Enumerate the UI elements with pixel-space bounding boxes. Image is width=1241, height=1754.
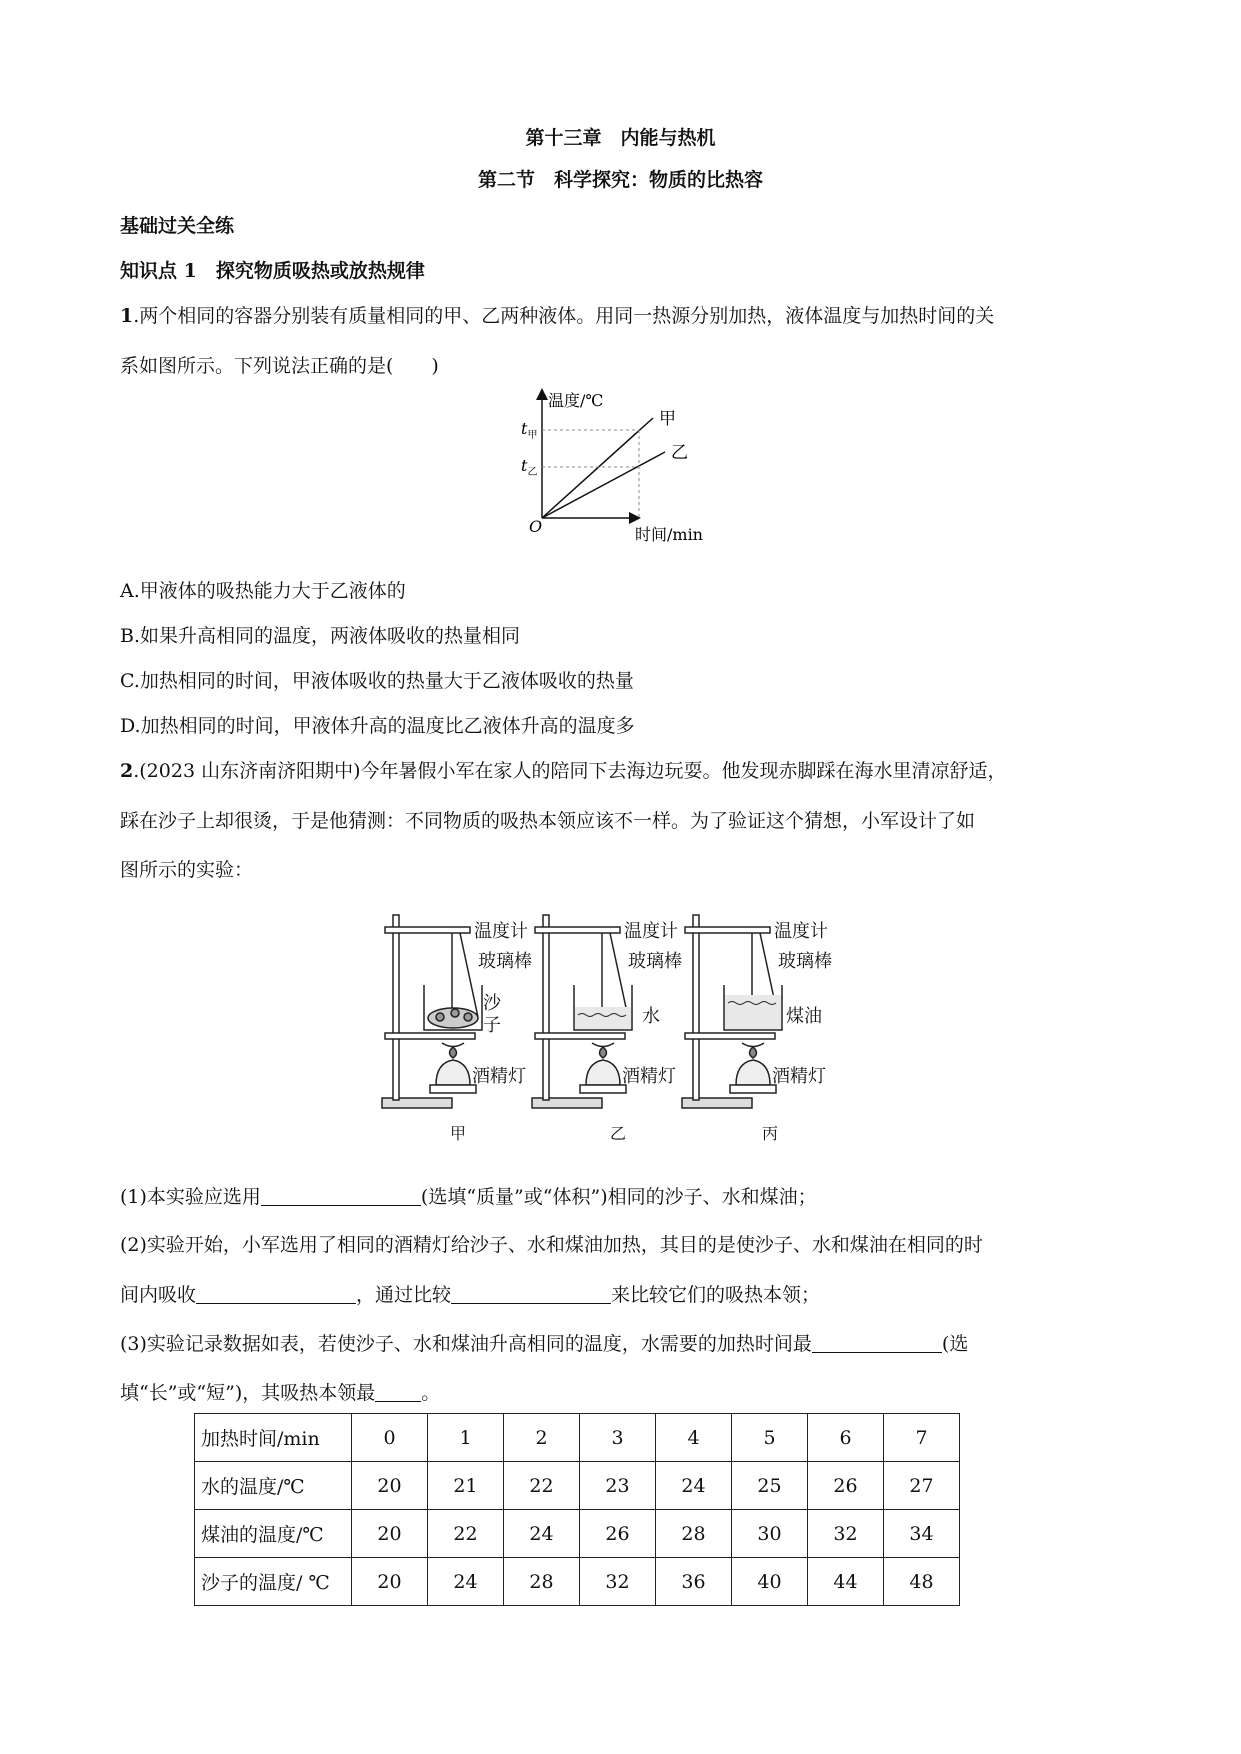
y-axis-label: 温度/℃ <box>548 391 604 410</box>
q1-option-c: C.加热相同的时间，甲液体吸收的热量大于乙液体吸收的热量 <box>120 670 634 692</box>
table-row <box>195 1558 960 1606</box>
table-cell: 48 <box>884 1558 960 1606</box>
q2-part3-line1: (3)实验记录数据如表，若使沙子、水和煤油升高相同的温度，水需要的加热时间最 (选 <box>120 1333 969 1355</box>
yi-water-label: 水 <box>642 1006 660 1027</box>
table-cell: 28 <box>656 1510 732 1558</box>
table-cell: 30 <box>732 1510 808 1558</box>
chapter-title: 第十三章 内能与热机 <box>525 127 716 149</box>
temperature-data-table <box>194 1413 960 1606</box>
q2-part2-line1: (2)实验开始，小军选用了相同的酒精灯给沙子、水和煤油加热，其目的是使沙子、水和煤油在相同的时 <box>120 1234 983 1256</box>
table-cell: 7 <box>884 1414 960 1462</box>
answer-blank-3[interactable] <box>451 1285 611 1304</box>
q2-stem-text: .(2023 山东济南济阳期中)今年暑假小军在家人的陪同下去海边玩耍。他发现赤脚踩在海水里清凉舒适， <box>133 760 1007 782</box>
jia-lamp-label: 酒精灯 <box>472 1066 526 1087</box>
q1-stem-line1 <box>120 307 994 326</box>
table-cell: 26 <box>808 1462 884 1510</box>
table-cell: 32 <box>580 1558 656 1606</box>
setup-yi <box>532 915 632 1108</box>
caption-yi: 乙 <box>610 1124 627 1143</box>
yi-thermometer-label: 温度计 <box>624 921 678 942</box>
jia-sand-label-2: 子 <box>483 1015 501 1036</box>
x-axis-label: 时间/min <box>635 525 703 544</box>
table-cell: 20 <box>352 1510 428 1558</box>
row-label: 加热时间/min <box>195 1414 352 1462</box>
table-cell: 28 <box>504 1558 580 1606</box>
q2-part2-line2: 间内吸收 ，通过比较 来比较它们的吸热本领； <box>120 1284 821 1306</box>
q2-part3-line2: 填“长”或“短”)，其吸热本领最 。 <box>120 1382 441 1404</box>
line-jia-label: 甲 <box>659 409 676 429</box>
table-row <box>195 1462 960 1510</box>
table-cell: 26 <box>580 1510 656 1558</box>
origin-label: O <box>529 517 543 536</box>
table-cell: 4 <box>656 1414 732 1462</box>
q2-part1: (1)本实验应选用 (选填“质量”或“体积”)相同的沙子、水和煤油； <box>120 1186 817 1208</box>
jia-glass-rod-label: 玻璃棒 <box>478 951 532 972</box>
caption-jia: 甲 <box>450 1124 467 1143</box>
q2-stem-line1 <box>120 762 1007 781</box>
experiment-apparatus-figure <box>380 895 860 1150</box>
table-cell: 22 <box>428 1510 504 1558</box>
setup-jia <box>382 915 482 1108</box>
table-cell: 25 <box>732 1462 808 1510</box>
answer-blank-1[interactable] <box>261 1187 421 1206</box>
jia-sand-label-1: 沙 <box>483 993 501 1014</box>
row-label: 煤油的温度/℃ <box>195 1510 352 1558</box>
bing-thermometer-label: 温度计 <box>774 921 828 942</box>
row-label: 水的温度/℃ <box>195 1462 352 1510</box>
q1-option-a: A.甲液体的吸热能力大于乙液体的 <box>120 580 406 602</box>
q2-number: 2 <box>120 760 134 782</box>
answer-blank-2[interactable] <box>196 1285 356 1304</box>
table-cell: 24 <box>428 1558 504 1606</box>
answer-blank-5[interactable] <box>375 1383 421 1402</box>
table-cell: 23 <box>580 1462 656 1510</box>
q1-stem-line2: 系如图所示。下列说法正确的是( ) <box>120 355 439 377</box>
setup-bing <box>682 915 782 1108</box>
table-cell: 44 <box>808 1558 884 1606</box>
t-jia-label: $t_甲$ <box>521 419 538 441</box>
table-cell: 6 <box>808 1414 884 1462</box>
table-row <box>195 1414 960 1462</box>
practice-heading: 基础过关全练 <box>120 215 235 237</box>
table-cell: 5 <box>732 1414 808 1462</box>
q2-stem-line3: 图所示的实验： <box>120 859 254 881</box>
bing-kerosene-label: 煤油 <box>786 1006 822 1027</box>
table-cell: 1 <box>428 1414 504 1462</box>
line-yi-label: 乙 <box>671 443 688 463</box>
table-cell: 3 <box>580 1414 656 1462</box>
table-cell: 34 <box>884 1510 960 1558</box>
q1-temperature-time-graph <box>515 388 730 548</box>
answer-blank-4[interactable] <box>812 1334 942 1353</box>
table-cell: 20 <box>352 1558 428 1606</box>
table-cell: 20 <box>352 1462 428 1510</box>
q2-stem-line2: 踩在沙子上却很烫，于是他猜测：不同物质的吸热本领应该不一样。为了验证这个猜想，小军设计了如 <box>120 810 976 832</box>
caption-bing: 丙 <box>762 1124 779 1143</box>
section-title: 第二节 科学探究：物质的比热容 <box>477 169 763 191</box>
table-cell: 0 <box>352 1414 428 1462</box>
knowledge-point-heading: 知识点 1 探究物质吸热或放热规律 <box>120 260 425 282</box>
table-cell: 22 <box>504 1462 580 1510</box>
yi-glass-rod-label: 玻璃棒 <box>628 951 682 972</box>
table-cell: 24 <box>656 1462 732 1510</box>
bing-lamp-label: 酒精灯 <box>772 1066 826 1087</box>
table-cell: 2 <box>504 1414 580 1462</box>
table-cell: 27 <box>884 1462 960 1510</box>
yi-lamp-label: 酒精灯 <box>622 1066 676 1087</box>
t-yi-label: $t_乙$ <box>521 456 538 478</box>
q1-option-b: B.如果升高相同的温度，两液体吸收的热量相同 <box>120 625 521 647</box>
table-row <box>195 1510 960 1558</box>
table-cell: 24 <box>504 1510 580 1558</box>
table-cell: 36 <box>656 1558 732 1606</box>
q1-number: 1 <box>120 305 134 327</box>
row-label: 沙子的温度/ ℃ <box>195 1558 352 1606</box>
q1-stem-text: .两个相同的容器分别装有质量相同的甲、乙两种液体。用同一热源分别加热，液体温度与加热时间的关 <box>133 305 995 327</box>
q1-option-d: D.加热相同的时间，甲液体升高的温度比乙液体升高的温度多 <box>120 715 635 737</box>
table-cell: 21 <box>428 1462 504 1510</box>
table-cell: 32 <box>808 1510 884 1558</box>
jia-thermometer-label: 温度计 <box>474 921 528 942</box>
bing-glass-rod-label: 玻璃棒 <box>778 951 832 972</box>
table-cell: 40 <box>732 1558 808 1606</box>
